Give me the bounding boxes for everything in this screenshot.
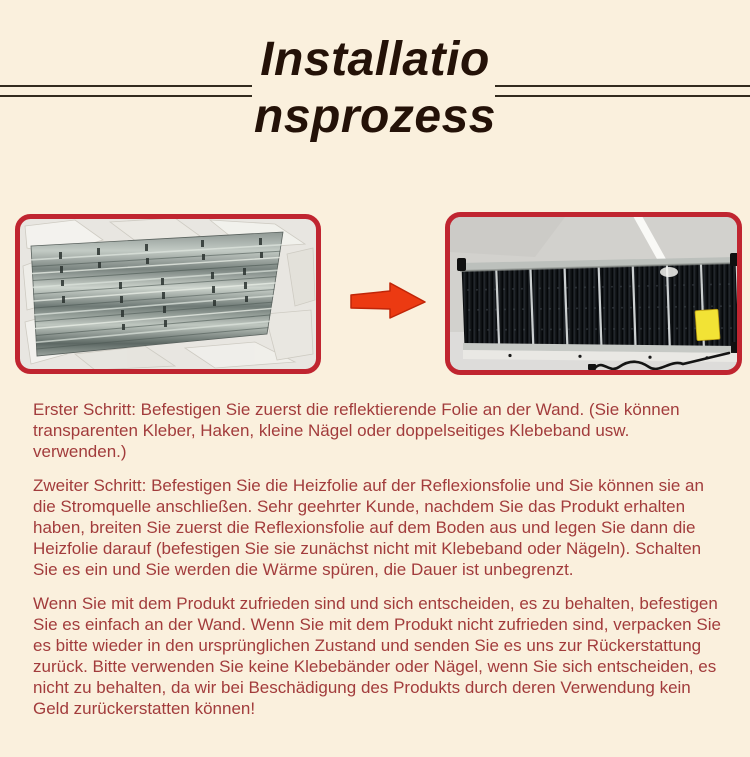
heating-mat-photo (445, 212, 742, 375)
product-label (695, 309, 720, 341)
page-title-line2: nsprozess (254, 90, 496, 143)
wall-foil-illustration (15, 214, 321, 374)
wall-foil-photo (15, 214, 321, 374)
step-2-paragraph: Zweiter Schritt: Befestigen Sie die Heizfolie auf der Reflexionsfolie und Sie können sie an die Stromquelle anschließen. Sehr geehrter Kunde, nachdem Sie das Produkt erhalten haben, breiten Sie zuerst die Reflexionsfolie auf dem Boden aus und legen Sie dann die Heizfolie darauf (befestigen Sie sie zunächst nicht mit Klebeband oder Nägeln). Schalten Sie es ein und Sie werden die Wärme spüren, die Dauer ist unbegrenzt. (33, 476, 704, 579)
heating-mat-illustration (445, 212, 742, 375)
return-policy-paragraph: Wenn Sie mit dem Produkt zufrieden sind und sich entscheiden, es zu behalten, befestigen Sie es einfach an der Wand. Wenn Sie mit dem Produkt nicht zufrieden sind, verpacken Sie es bitte wieder in den ursprünglichen Zustand und senden Sie es uns zur Rückerstattung zurück. Bitte verwenden Sie keine Klebebänder oder Nägel, wenn Sie sich entscheiden, es nicht zu behalten, da wir bei Beschädigung des Produkts durch deren Verwendung kein Geld zurückerstatten können! (33, 594, 721, 718)
page-title-line1: Installatio (260, 33, 490, 86)
arrow-right-icon (347, 281, 427, 321)
page-title (0, 31, 750, 145)
step-1-paragraph: Erster Schritt: Befestigen Sie zuerst die reflektierende Folie an der Wand. (Sie können transparenten Kleber, Haken, kleine Nägel oder doppelseitiges Klebeband usw. verwenden.) (33, 400, 680, 461)
installation-instructions (33, 399, 725, 732)
